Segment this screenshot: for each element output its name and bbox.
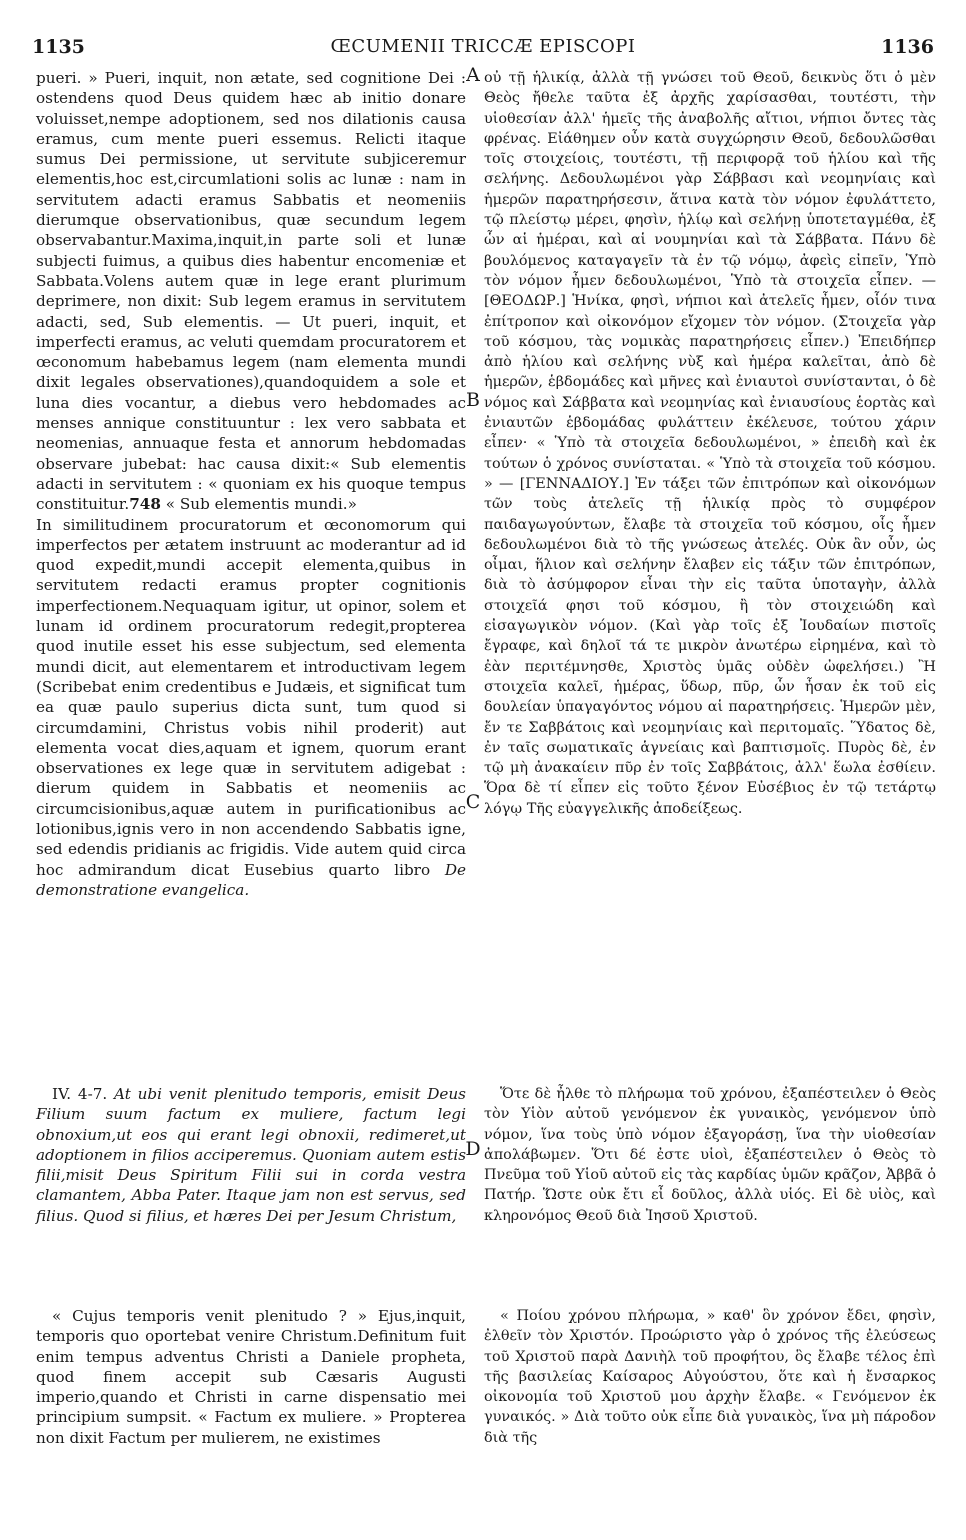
latin-paragraph-1-end: « Sub elementis mundi.» (160, 495, 357, 514)
latin-paragraph-2: In similitudinem procuratorum et œconomorum qui imperfectos per ætatem instruunt ac moderantur ad id quod expedit,mundi accepit elementa,quibus in servitutem redacti eramus propter cognitionis imperfectionem.Nequaquam igitur, ut opinor, solem et lunam id ordinem procuratorum redegit,propterea quod inutile esset his esse subjectum, sed elementa mundi dicit, aut elementarem et introductivam legem (Scribebat enim credentibus e Judæis, et significat tum ea quæ paulo superius dicta sunt, tum quod si circumdamini, Christus vobis nihil proderit) aut elementa vocat dies,aquam et ignem, quorum erant observationes ex lege quæ in servitutem adigebat : dierum quidem in Sabbatis et neomeniis ac circumcisionibus,aquæ autem in purificationibus ac lotionibus,ignis vero in non accendendo Sabbatis igne, sed edendis pridianis ac frigidis. Vide autem quid circa hoc admirandum dicat Eusebius quarto libro (36, 515, 466, 879)
latin-commentary-part2 (36, 1306, 466, 1448)
greek-paragraph-1: οὐ τῇ ἡλικίᾳ, ἀλλὰ τῇ γνώσει τοῦ Θεοῦ, δεικνὺς ὅτι ὁ μὲν Θεὸς ἤθελε ταῦτα ἐξ ἀρχῆς χαρίσασθαι, τουτέστι, τὴν υἱοθεσίαν ἀλλ' ἡμεῖς τῆς ἀναβολῆς αἴτιοι, νήπιοι ὄντες τὰς φρένας. Εἰάθημεν οὖν κατὰ συγχώρησιν Θεοῦ, δεδουλῶσθαι τοῖς στοιχείοις, τουτέστι, τῇ περιφορᾷ τοῦ ἡλίου καὶ τῆς σελήνης. Δεδουλωμένοι γὰρ Σάββασι καὶ νεομηνίαις καὶ ἡμερῶν παρατηρήσεσιν, ἅτινα κατὰ τὸν νόμον ἐφυλάττετο, τῷ πλείστῳ μέρει, φησὶν, ἡλίῳ καὶ σελήνῃ ὑποτεταγμέθα, ἐξ ὧν αἱ ἡμέραι, καὶ αἱ νουμηνίαι καὶ τὰ Σάββατα. Πάνυ δὲ βουλόμενος καταγαγεῖν τὰ ἐν τῷ νόμῳ, ἀφεὶς εἰπεῖν, Ὑπὸ τὸν νόμον ἦμεν δεδουλωμένοι, Ὑπὸ τὰ στοιχεῖα εἶπεν. — [ΘΕΟΔΩΡ.] Ἡνίκα, φησὶ, νήπιοι καὶ ἀτελεῖς ἦμεν, οἷόν τινα ἐπίτροπον καὶ οἰκονόμον εἴχομεν τὸν νόμον. (Στοιχεῖα γὰρ τοῦ κόσμου, τὰς νομικὰς παρατηρήσεις εἶπεν.) Ἐπειδήπερ ἀπὸ ἡλίου καὶ σελήνης νὺξ καὶ ἡμέρα καλεῖται, ἀπὸ δὲ ἡμερῶν, ἑβδομάδες καὶ μῆνες καὶ ἐνιαυτοὶ συνίστανται, ὁ δὲ νόμος καὶ Σάββατα καὶ νεομηνίας καὶ ἐνιαυσίους ἑορτὰς καὶ ἐνιαυτῶν ἑβδομάδας φυλάττειν ἐκέλευσε, τούτου χάριν εἶπεν· « Ὑπὸ τὰ στοιχεῖα δεδουλωμένοι, » ἐπειδὴ καὶ ἐκ τούτων ὁ χρόνος συνίσταται. « Ὑπὸ τὰ στοιχεῖα τοῦ κόσμου. » — [ΓΕΝΝΑΔΙΟΥ.] Ἐν τάξει τῶν ἐπιτρόπων καὶ οἰκονόμων τῶν τοὺς ἀτελεῖς τῇ ἡλικίᾳ πρὸς τὸ συμφέρον παιδαγωγούντων, ἔλαβε τὰ στοιχεῖα τοῦ κόσμου, οἷς ἦμεν δεδουλωμένοι διὰ τὸ τῆς γνώσεως ἀτελές. Οὐκ ἂν οὖν, ὡς οἶμαι, ἥλιον καὶ σελήνην ἔλαβεν εἰς τάξιν τῶν ἐπιτρόπων, διὰ τὸ ἀσύμφορον εἶναι τὴν εἰς ταῦτα ὑποταγὴν, ἀλλὰ στοιχεῖά φησι τοῦ κόσμου, ἢ τὸν στοιχειώδη καὶ εἰσαγωγικὸν νόμον. (Καὶ γὰρ τοῖς ἐξ Ἰουδαίων πιστοῖς ἔγραφε, καὶ δηλοῖ τά τε μικρὸν ἀνωτέρω εἰρημένα, καὶ τὸ ἐὰν περιτέμνησθε, Χριστὸς ὑμᾶς οὐδὲν ὠφελήσει.) Ἢ στοιχεῖα καλεῖ, ἡμέρας, ὕδωρ, πῦρ, ὧν ἦσαν ἐκ τοῦ εἰς δουλείαν ὑπαγαγόντος νόμου αἱ παρατηρήσεις. Ἡμερῶν μὲν, ἔν τε Σαββάτοις καὶ νεομηνίαις καὶ περιτομαῖς. Ὕδατος δὲ, ἐν ταῖς σωματικαῖς ἁγνείαις καὶ βαπτισμοῖς. Πυρὸς δὲ, ἐν τῷ μὴ ἀνακαίειν πῦρ ἐν τοῖς Σαββάτοις, ἀλλ' ἕωλα ἐσθίειν. Ὅρα δὲ τί εἶπεν εἰς τοῦτο ξένον Εὐσέβιος ἐν τῷ τετάρτῳ λόγῳ Τῆς εὐαγγελικῆς ἀποδείξεως. (484, 70, 936, 817)
latin-verse-block (36, 1084, 466, 1226)
latin-paragraph-1: pueri. » Pueri, inquit, non ætate, sed cognitione Dei : ostendens quod Deus quidem hæc ab initio donare voluisset,nempe adoptionem, sed nos dilationis causa eramus, cum mente pueri essemus. Relicti itaque sumus Dei permissione, ut servitute subjiceremur elementis,hoc est,circumlationi solis ac lunæ : nam in servitutem adacti eramus Sabbatis et neomeniis dierumque observationibus, quæ secundum legem observabantur.Maxima,inquit,in parte soli et lunæ subjecti fuimus, a quibus dies habentur encomeniæ et Sabbata.Volens autem quæ in lege erant plurimum deprimere, non dixit: Sub legem eramus in servitutem adacti, sed, Sub elementis. — Ut pueri, inquit, et imperfecti eramus, ac veluti quemdam procuratorem et œconomum habebamus legem (nam elementa mundi dixit legales observationes),quandoquidem a sole et luna dies vocantur, a diebus vero hebdomades ac menses annique constituuntur : lex vero sabbata et neomenias, annuaque festa et annorum hebdomadas observare jubebat: hac causa dixit:« Sub elementis adacti in servitutem : « quoniam ex his quoque tempus constituitur. (36, 69, 466, 514)
running-title: ŒCUMENII TRICCÆ EPISCOPI (330, 36, 636, 57)
greek-commentary-part1 (484, 68, 936, 819)
page-number-left: 1135 (32, 36, 85, 58)
latin-paragraph-3: « Cujus temporis venit plenitudo ? » Ejus,inquit, temporis quo oportebat venire Christum.Definitum fuit enim tempus adventus Christi a Daniele propheta, quod finem accepit sub Cæsaris Augusti imperio,quando et Christi in carne dispensatio mei principium sumpsit. « Factum ex muliere. » Propterea non dixit Factum per mulierem, ne existimes (36, 1307, 466, 1447)
margin-marker-b: B (466, 389, 480, 411)
greek-paragraph-3: « Ποίου χρόνου πλήρωμα, » καθ' ὃν χρόνον ἔδει, φησὶν, ἐλθεῖν τὸν Χριστόν. Προώριστο γὰρ ὁ χρόνος τῆς ἐλεύσεως τοῦ Χριστοῦ παρὰ Δανιὴλ τοῦ προφήτου, ὃς ἔλαβε τέλος ἐπὶ τῆς βασιλείας Καίσαρος Αὐγούστου, ὅτε καὶ ἡ ἔνσαρκος οἰκονομία τοῦ Χριστοῦ μου ἀρχὴν ἔλαβε. « Γενόμενον ἐκ γυναικός. » Διὰ τοῦτο οὐκ εἶπε διὰ γυναικὸς, ἵνα μὴ πάροδον διὰ τῆς (484, 1308, 936, 1446)
page-number-right: 1136 (881, 36, 934, 58)
greek-verse-text: Ὅτε δὲ ἦλθε τὸ πλήρωμα τοῦ χρόνου, ἐξαπέστειλεν ὁ Θεὸς τὸν Υἱὸν αὐτοῦ γενόμενον ἐκ γυναικὸς, γενόμενον ὑπὸ νόμον, ἵνα τοὺς ὑπὸ νόμον ἐξαγοράσῃ, ἵνα τὴν υἱοθεσίαν ἀπολάβωμεν. Ὅτι δέ ἐστε υἱοὶ, ἐξαπέστειλεν ὁ Θεὸς τὸ Πνεῦμα τοῦ Υἱοῦ αὐτοῦ εἰς τὰς καρδίας ὑμῶν κρᾶζον, Ἀββᾶ ὁ Πατήρ. Ὥστε οὐκ ἔτι εἶ δοῦλος, ἀλλὰ υἱός. Εἰ δὲ υἱὸς, καὶ κληρονόμος Θεοῦ διὰ Ἰησοῦ Χριστοῦ. (484, 1086, 936, 1224)
column-number: 748 (129, 495, 161, 514)
greek-verse-block (484, 1084, 936, 1226)
margin-marker-a: A (466, 64, 480, 86)
page-header (32, 36, 934, 60)
greek-commentary-part2 (484, 1306, 936, 1448)
margin-marker-c: C (465, 791, 481, 813)
latin-verse-reference: IV. 4-7. (52, 1085, 114, 1103)
latin-verse-text: At ubi venit plenitudo temporis, emisit Deus Filium suum factum ex muliere, factum legi obnoxium,ut eos qui erant legi obnoxii, redimeret,ut adoptionem in filios acciperemus. Quoniam autem estis filii,misit Deus Spiritum Filii sui in corda vestra clamantem, Abba Pater. Itaque jam non est servus, sed filius. Quod si filius, et hæres Dei per Jesum Christum, (36, 1085, 466, 1225)
latin-work-title: De demonstratione evangelica. (36, 860, 466, 899)
margin-marker-d: D (465, 1138, 481, 1160)
latin-commentary-part1 (36, 68, 466, 900)
